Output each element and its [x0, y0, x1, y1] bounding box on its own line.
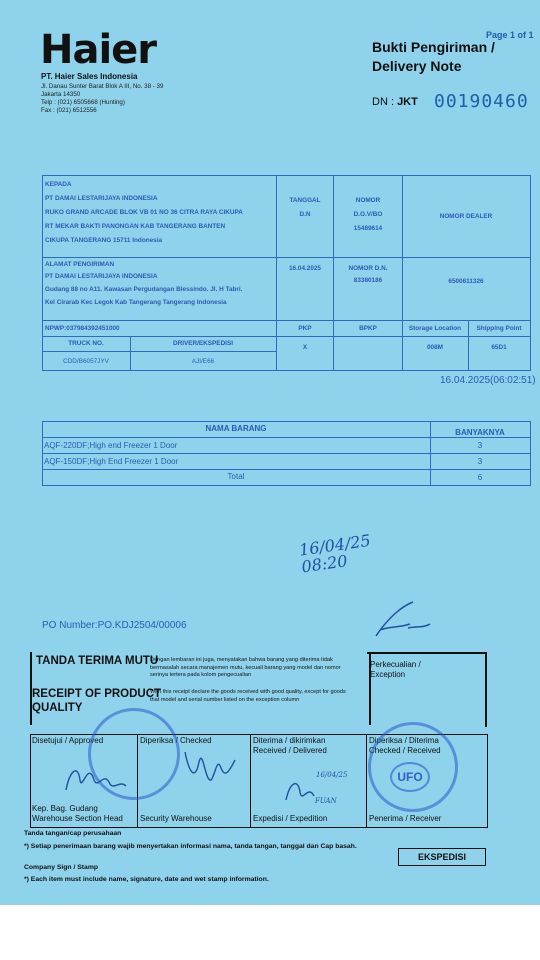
dn-number: 00190460 [434, 91, 529, 112]
kepada-name: PT DAMAI LESTARIJAYA INDONESIA [45, 195, 158, 202]
sig-delivered-label-2: Received / Delivered [253, 746, 327, 755]
shipping-point-value: 65D1 [491, 344, 507, 351]
document-title [372, 38, 495, 76]
pkp-label: PKP [298, 325, 312, 332]
nomor-dn-label: NOMOR D.N. [348, 265, 388, 272]
ufo-stamp-logo: UFO [390, 762, 430, 792]
footer-sign-en: Company Sign / Stamp [24, 864, 99, 871]
kepada-label: KEPADA [45, 181, 72, 188]
driver-value: AJI/E66 [191, 358, 215, 365]
items-total-label: Total [227, 472, 245, 481]
copy-label: EKSPEDISI [398, 848, 486, 866]
page-indicator: Page 1 of 1 [486, 30, 534, 40]
nomor-dn-value: 83380186 [353, 277, 383, 284]
signature-delivered [280, 770, 320, 810]
dealer-label: NOMOR DEALER [439, 213, 493, 220]
truck-no-value: CDD/B6057JYV [63, 358, 109, 365]
truck-no-label: TRUCK NO. [68, 340, 104, 347]
tanggal-value: 16.04.2025 [289, 265, 321, 272]
receipt-title-en-2: QUALITY [32, 702, 83, 714]
tanggal-sub: D.N [299, 211, 311, 218]
shipping-point-label: Shipping Point [476, 325, 522, 332]
nomor-value: 15489614 [353, 225, 383, 232]
company-name: PT. Haier Sales Indonesia [41, 72, 138, 81]
items-col-name: NAMA BARANG [205, 424, 267, 433]
item-row-2-name: AQF-150DF;High End Freezer 1 Door [44, 457, 179, 466]
footer-note-id: *) Setiap penerimaan barang wajib menyertakan informasi nama, tanda tangan, tanggal dan Cap basah. [24, 843, 357, 850]
storage-location-value: 008M [427, 344, 443, 351]
nomor-sub: D.O.V/BO [353, 211, 383, 218]
tanggal-label: TANGGAL [289, 197, 321, 204]
kepada-address-1: RUKO GRAND ARCADE BLOK VB 01 NO 36 CITRA RAYA CIKUPA [45, 209, 243, 216]
sig-approved-foot [32, 804, 123, 824]
driver-label: DRIVER/EKSPEDISI [172, 340, 233, 347]
sig-delivered-label [253, 736, 327, 756]
alamat-name: PT DAMAI LESTARIJAYA INDONESIA [45, 273, 158, 280]
items-col-qty: BANYAKNYA [455, 428, 505, 437]
dn-prefix: DN : [372, 96, 394, 108]
print-timestamp: 16.04.2025(06:02:51) [440, 375, 536, 386]
sig-received-label-1: Diperiksa / Diterima [369, 736, 439, 745]
sig-approved-label: Disetujui / Approved [32, 736, 104, 745]
footer-sign-id: Tanda tangan/cap perusahaan [24, 830, 122, 837]
signature-approved [60, 750, 130, 798]
exception-label [370, 660, 421, 680]
title-line-2: Delivery Note [372, 58, 462, 74]
company-fax: Fax : (021) 6512556 [41, 107, 97, 114]
sig-approved-foot-1: Kep. Bag. Gudang [32, 804, 98, 813]
sig-approved-foot-2: Warehouse Section Head [32, 814, 123, 823]
receipt-text-id: Dengan lembaran ini juga, menyatakan bahwa barang yang diterima tidak bermasalah secara manajemen mutu, kecuali barang yang model dan nomor serinya tertera pada kolom pengecualian [150, 657, 341, 678]
items-total-value: 6 [477, 473, 483, 482]
company-address-1: Jl. Danau Sunter Barat Blok A III, No. 38 - 39 [41, 83, 164, 90]
title-line-1: Bukti Pengiriman / [372, 39, 495, 55]
kepada-address-2: RT MEKAR BAKTI PANONGAN KAB TANGERANG BANTEN [45, 223, 226, 230]
dn-label [372, 96, 418, 108]
po-number: PO Number:PO.KDJ2504/00006 [42, 620, 187, 631]
exception-label-2: Exception [370, 670, 406, 679]
dealer-value: 6500611326 [448, 278, 484, 285]
alamat-address-1: Gudang 88 no A11. Kawasan Pergudangan Blessindo. Jl. H Tabri. [45, 286, 243, 293]
handwritten-note: 16/04/25 08:20 [297, 530, 372, 577]
item-row-1-qty: 3 [477, 441, 483, 450]
footer-note-en: *) Each item must include name, signature, date and wet stamp information. [24, 876, 269, 883]
sig-delivered-foot: Expedisi / Expedition [253, 814, 328, 823]
item-row-2-qty: 3 [477, 457, 483, 466]
signature-checked [175, 742, 240, 802]
brand-logo: Haier [40, 27, 157, 73]
exception-label-1: Perkecualian / [370, 660, 421, 669]
storage-location-label: Storage Location [408, 325, 462, 332]
pkp-value: X [302, 344, 308, 351]
receipt-title-en-1: RECEIPT OF PRODUCT [32, 688, 162, 700]
sig-received-foot: Penerima / Receiver [369, 814, 442, 823]
sig-received-label-2: Checked / Received [369, 746, 441, 755]
sig-checked-foot: Security Warehouse [140, 814, 212, 823]
bpkp-label: BPKP [359, 325, 377, 332]
kepada-address-3: CIKUPA TANGERANG 15711 Indonesia [45, 237, 163, 244]
receipt-title-id: TANDA TERIMA MUTU [36, 655, 159, 667]
delivered-name-handwritten: FUAN [315, 797, 337, 805]
nomor-label: NOMOR [355, 197, 381, 204]
receipt-text-en: With this receipt declare the goods received with good quality, except for goods that model and serial number listed on the exception column [150, 689, 346, 703]
alamat-label: ALAMAT PENGIRIMAN [45, 261, 115, 268]
item-row-1-name: AQF-220DF;High end Freezer 1 Door [44, 441, 178, 450]
dn-branch: JKT [397, 96, 418, 108]
handwritten-mark [368, 598, 438, 640]
npwp: NPWP:037984392451000 [45, 325, 120, 332]
sig-checked-label: Diperiksa / Checked [140, 736, 212, 745]
delivered-date-handwritten: 16/04/25 [316, 771, 348, 779]
company-address-2: Jakarta 14350 [41, 91, 81, 98]
sig-delivered-label-1: Diterima / dikirimkan [253, 736, 326, 745]
company-phone: Telp : (021) 6505668 (Hunting) [41, 99, 125, 106]
alamat-address-2: Kel Cirarab Kec Legok Kab Tangerang Tangerang Indonesia [45, 299, 227, 306]
